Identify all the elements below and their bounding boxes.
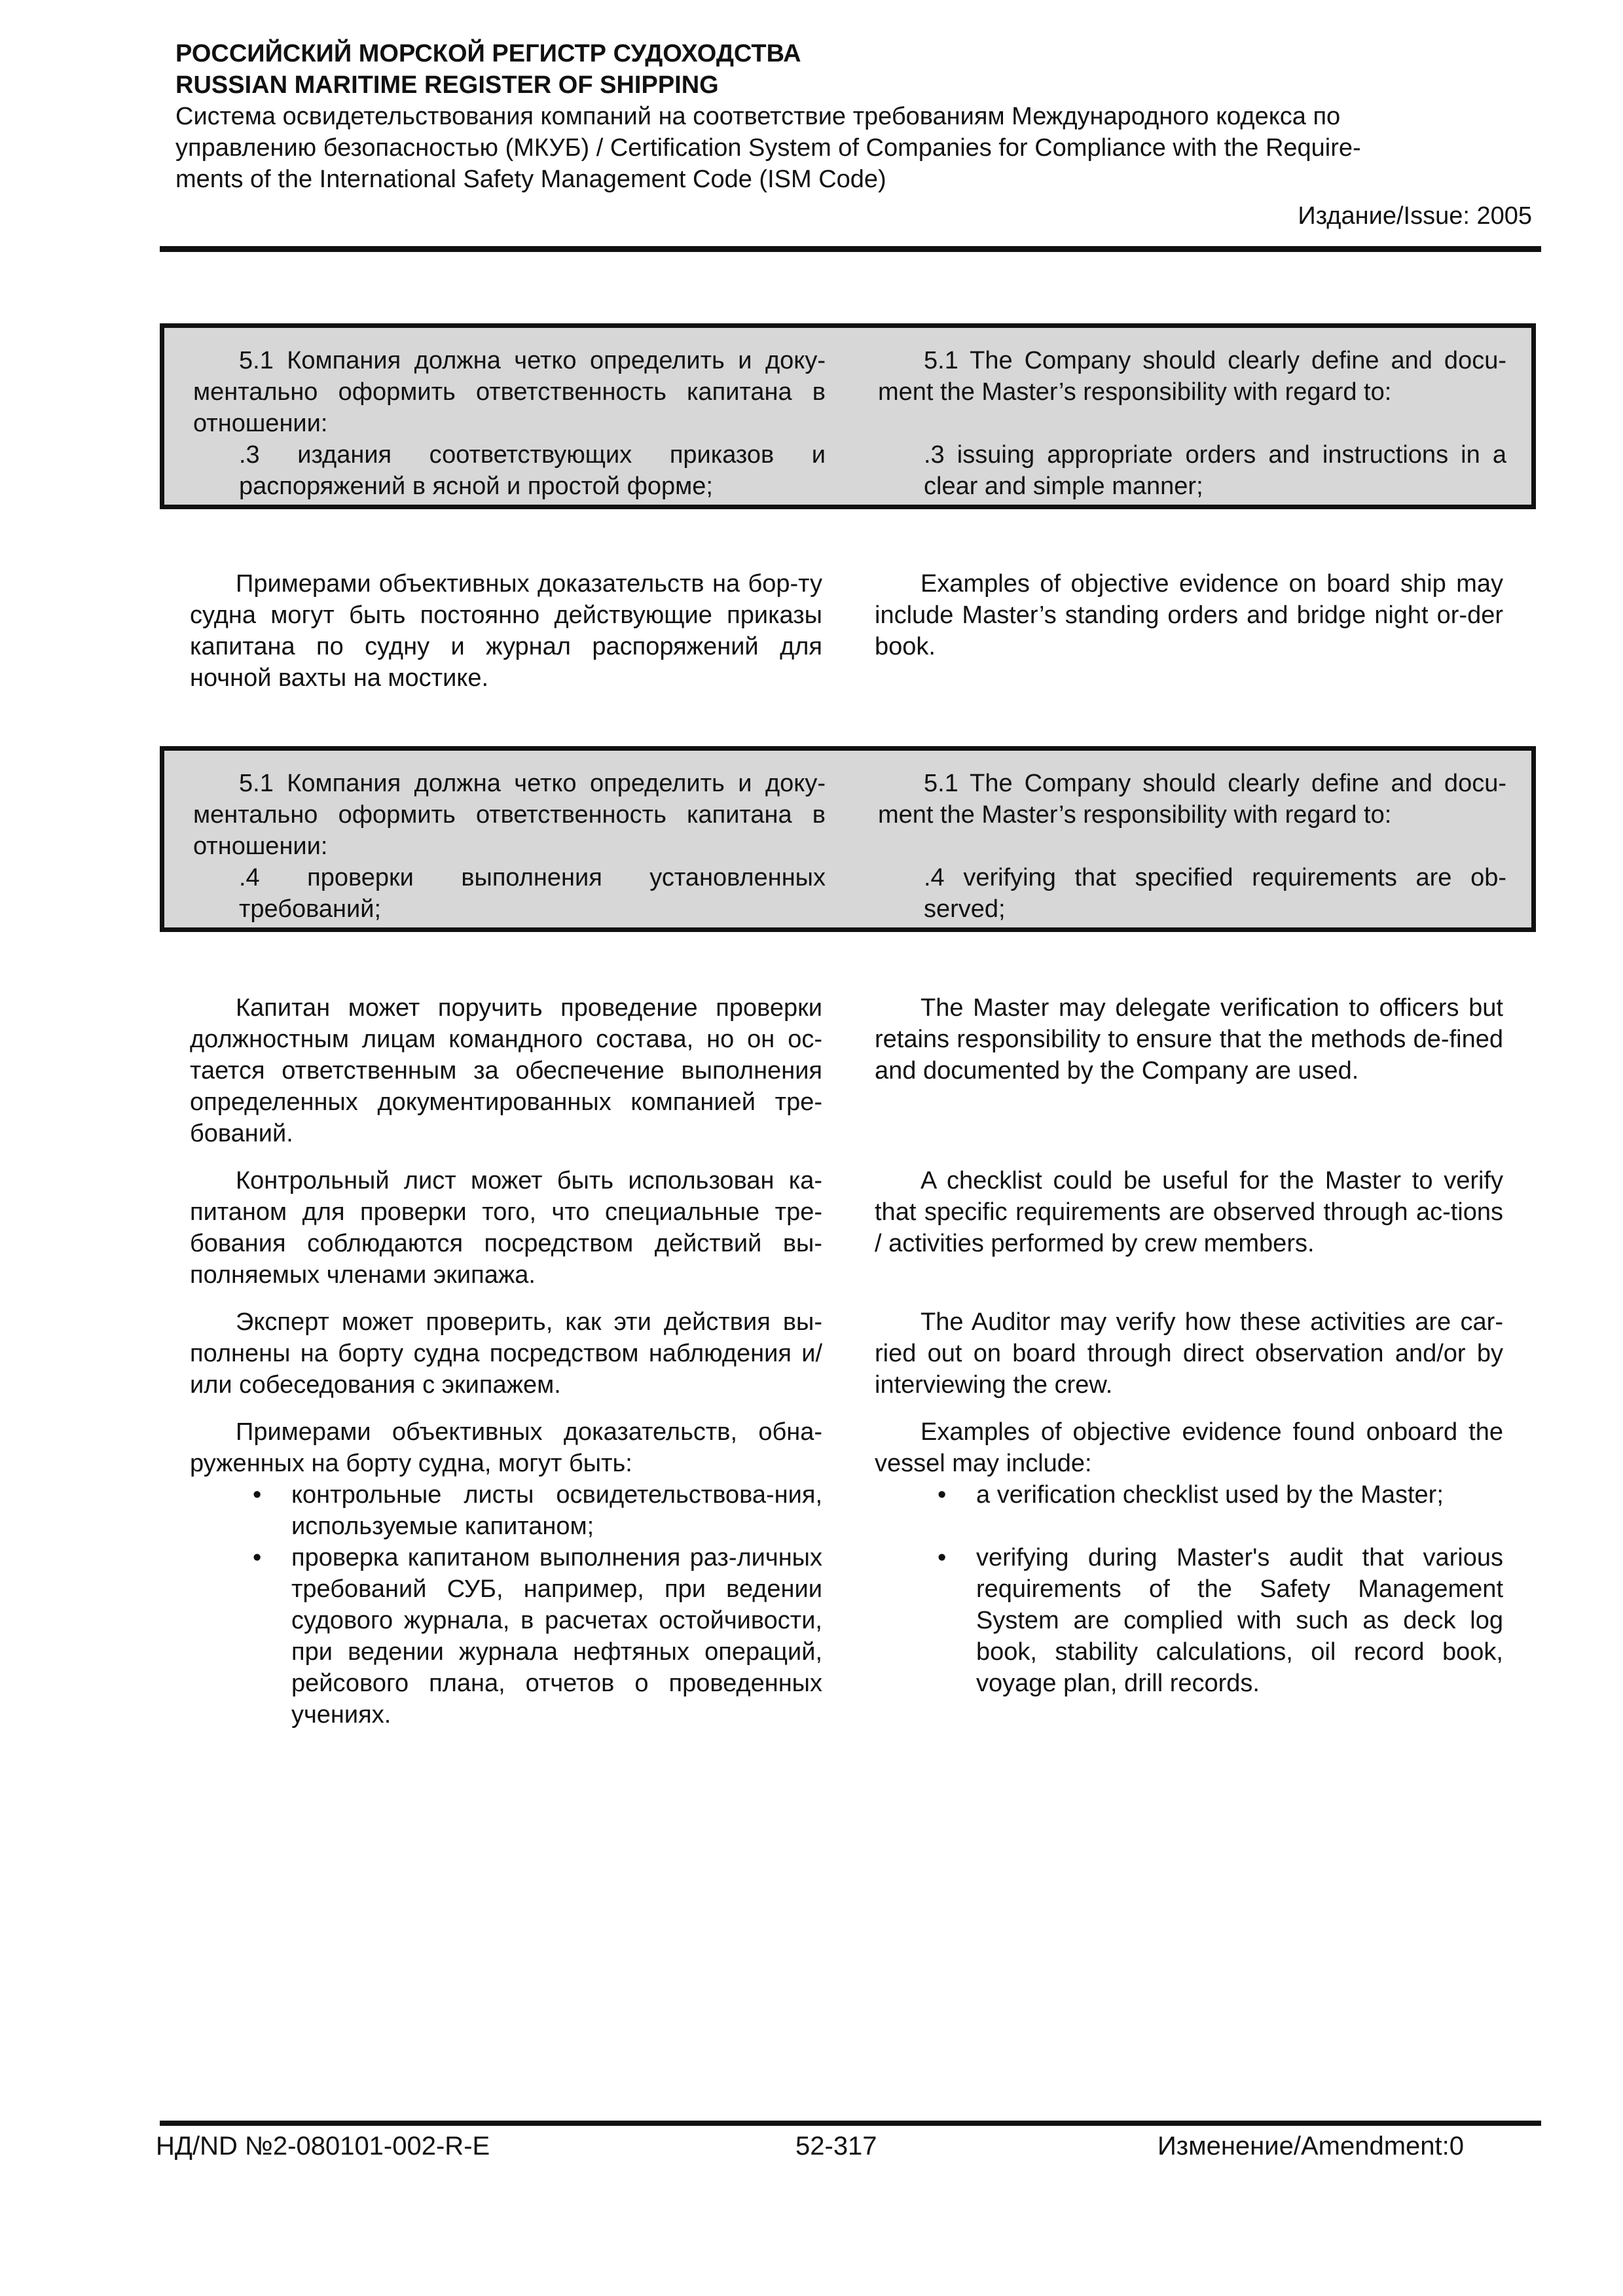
requirement-box-5-1-3 xyxy=(160,323,1536,509)
list-item: • verifying during Master's audit that various requirements of the Safety Management System are complied with such as deck log book, stability calculations, oil record book, voyage plan, drill records. xyxy=(875,1542,1503,1699)
org-name-en: RUSSIAN MARITIME REGISTER OF SHIPPING xyxy=(175,71,719,99)
requirement-item-en: .4 verifying that specified requirements are ob-served; xyxy=(924,864,1506,923)
auditor-paragraph-en: The Auditor may verify how these activities are car-ried out on board through direct observation and/or by interviewing the crew. xyxy=(875,1308,1503,1399)
org-name-ru: РОССИЙСКИЙ МОРСКОЙ РЕГИСТР СУДОХОДСТВА xyxy=(175,40,801,67)
footer-divider xyxy=(160,2121,1541,2126)
auditor-paragraph-ru: Эксперт может проверить, как эти действия вы-полнены на борту судна посредством наблюдения и/или собеседования с экипажем. xyxy=(190,1308,822,1399)
list-intro: Примерами объективных доказательств, обна-руженных на борту судна, могут быть: xyxy=(190,1418,822,1477)
requirement-en xyxy=(878,768,1506,925)
page-number: 52-317 xyxy=(795,2132,877,2161)
objective-evidence-list-en xyxy=(875,1416,1503,1699)
requirement-intro-en: 5.1 The Company should clearly define and docu-ment the Master’s responsibility with regard to: xyxy=(878,770,1506,829)
requirement-intro-ru: 5.1 Компания должна четко определить и доку-ментально оформить ответственность капитана в отношении: xyxy=(193,347,826,437)
document-number: НД/ND №2-080101-002-R-E xyxy=(156,2132,490,2161)
header-divider xyxy=(160,246,1541,252)
list-item: • контрольные листы освидетельствова-ния, используемые капитаном; xyxy=(190,1479,822,1542)
requirement-ru xyxy=(193,345,826,502)
requirement-item-ru: .4 проверки выполнения установленных требований; xyxy=(239,864,826,923)
list-intro: Examples of objective evidence found onboard the vessel may include: xyxy=(875,1418,1503,1477)
requirement-ru xyxy=(193,768,826,925)
requirement-item-en: .3 issuing appropriate orders and instructions in a clear and simple manner; xyxy=(924,441,1506,500)
requirement-box-5-1-4 xyxy=(160,746,1536,932)
bullet-icon: • xyxy=(253,1544,262,1571)
requirement-en xyxy=(878,345,1506,502)
subtitle-line-2: управлению безопасностью (МКУБ) / Certification System of Companies for Compliance with the Require- xyxy=(175,134,1361,162)
delegation-paragraph-en: The Master may delegate verification to officers but retains responsibility to ensure that the methods de-fined and documented by the Company are used. xyxy=(875,994,1503,1085)
requirement-intro-en: 5.1 The Company should clearly define and docu-ment the Master’s responsibility with regard to: xyxy=(878,347,1506,406)
objective-evidence-list-ru xyxy=(190,1416,822,1731)
list-item: • a verification checklist used by the Master; xyxy=(875,1479,1503,1511)
subtitle-line-3: ments of the International Safety Management Code (ISM Code) xyxy=(175,166,886,193)
checklist-paragraph-en: A checklist could be useful for the Master to verify that specific requirements are observed through ac-tions / activities performed by crew members. xyxy=(875,1167,1503,1257)
bullet-icon: • xyxy=(253,1481,262,1509)
bullet-icon: • xyxy=(938,1544,947,1571)
evidence-paragraph-en: Examples of objective evidence on board ship may include Master’s standing orders and bridge night or-der book. xyxy=(875,570,1503,660)
requirement-item-ru: .3 издания соответствующих приказов и распоряжений в ясной и простой форме; xyxy=(239,441,826,500)
list-item: • проверка капитаном выполнения раз-личных требований СУБ, например, при ведении судового журнала, в расчетах остойчивости, при ведении журнала нефтяных операций, рейсового плана, отчетов о проведенных учениях. xyxy=(190,1542,822,1731)
amendment-label: Изменение/Amendment:0 xyxy=(1158,2132,1464,2161)
delegation-paragraph-ru: Капитан может поручить проведение проверки должностным лицам командного состава, но он ос-тается ответственным за обеспечение выполнения определенных документированных компанией тре-бований. xyxy=(190,994,822,1147)
evidence-paragraph-ru: Примерами объективных доказательств на бор-ту судна могут быть постоянно действующие приказы капитана по судну и журнал распоряжений для ночной вахты на мостике. xyxy=(190,570,822,692)
issue-label: Издание/Issue: 2005 xyxy=(1298,202,1532,230)
bullet-icon: • xyxy=(938,1481,947,1509)
checklist-paragraph-ru: Контрольный лист может быть использован ка-питаном для проверки того, что специальные тре-бования соблюдаются посредством действий вы-полняемых членами экипажа. xyxy=(190,1167,822,1289)
page-header xyxy=(175,38,1532,232)
subtitle-line-1: Система освидетельствования компаний на соответствие требованиям Международного кодекса по xyxy=(175,103,1341,130)
requirement-intro-ru: 5.1 Компания должна четко определить и доку-ментально оформить ответственность капитана в отношении: xyxy=(193,770,826,860)
